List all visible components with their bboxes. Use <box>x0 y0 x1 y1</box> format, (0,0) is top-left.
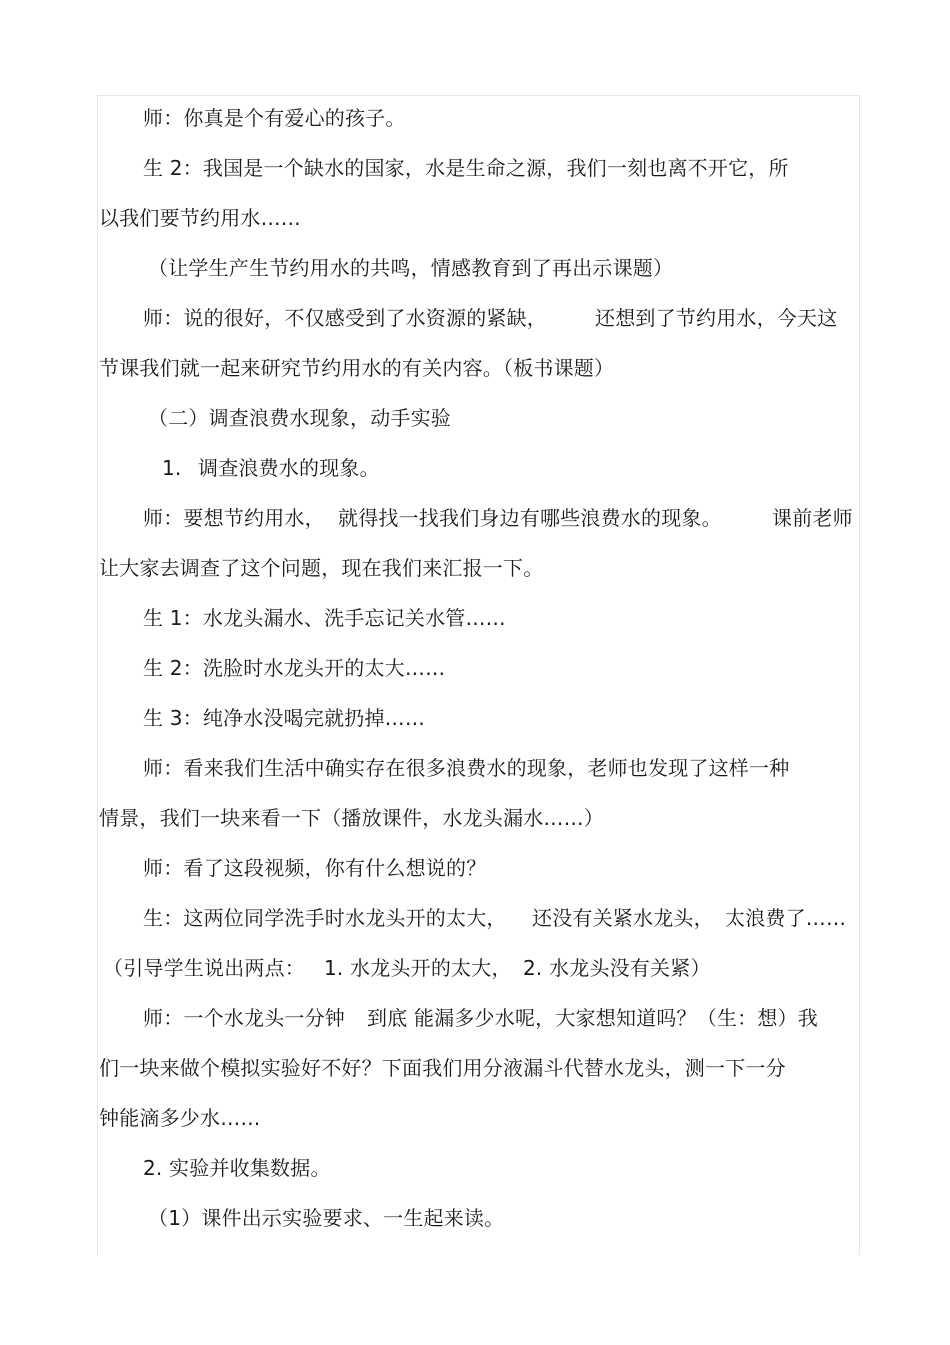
list-number: 1. <box>162 456 182 480</box>
text-line: 生 2：洗脸时水龙头开的太大…… <box>143 656 446 680</box>
text-line: 太浪费了…… <box>725 906 847 930</box>
text-line: 课前老师 <box>772 506 853 530</box>
text-line: 还没有关紧水龙头， <box>532 906 714 930</box>
text-line: 生 2：我国是一个缺水的国家，水是生命之源，我们一刻也离不开它，所 <box>143 156 789 180</box>
text-line: （1）课件出示实验要求、一生起来读。 <box>148 1206 505 1230</box>
text-line: 还想到了节约用水，今天这 <box>595 306 838 330</box>
text-line: 师：一个水龙头一分钟 <box>143 1006 345 1030</box>
text-line: （引导学生说出两点： <box>103 956 305 980</box>
text-line: 生 3：纯净水没喝完就扔掉…… <box>143 706 426 730</box>
text-line: 师：说的很好，不仅感受到了水资源的紧缺， <box>143 306 547 330</box>
section-heading: （二）调查浪费水现象，动手实验 <box>148 406 451 430</box>
text-line: 们一块来做个模拟实验好不好？下面我们用分液漏斗代替水龙头，测一下一分 <box>99 1056 786 1080</box>
text-line: 师：你真是个有爱心的孩子。 <box>143 106 406 130</box>
text-line: 到底 能漏多少水呢，大家想知道吗？（生：想）我 <box>367 1006 818 1030</box>
text-line: 生 1：水龙头漏水、洗手忘记关水管…… <box>143 606 506 630</box>
text-line: 师：要想节约用水， <box>143 506 325 530</box>
text-line: 生：这两位同学洗手时水龙头开的太大， <box>143 906 507 930</box>
text-line: 1. 水龙头开的太大， <box>324 956 512 980</box>
text-line: 让大家去调查了这个问题，现在我们来汇报一下。 <box>99 556 544 580</box>
text-line: 钟能滴多少水…… <box>99 1106 261 1130</box>
subsection-heading: 2. 实验并收集数据。 <box>143 1156 331 1180</box>
text-line: 情景，我们一块来看一下（播放课件，水龙头漏水……） <box>99 806 604 830</box>
text-line: 节课我们就一起来研究节约用水的有关内容。（板书课题） <box>99 356 615 380</box>
subsection-heading: 调查浪费水的现象。 <box>198 456 380 480</box>
text-line: 以我们要节约用水…… <box>99 206 301 230</box>
text-line: 师：看来我们生活中确实存在很多浪费水的现象，老师也发现了这样一种 <box>143 756 790 780</box>
text-line: 就得找一找我们身边有哪些浪费水的现象。 <box>338 506 722 530</box>
text-line: （让学生产生节约用水的共鸣，情感教育到了再出示课题） <box>148 256 674 280</box>
text-line: 2. 水龙头没有关紧） <box>523 956 711 980</box>
text-line: 师：看了这段视频，你有什么想说的？ <box>143 856 487 880</box>
